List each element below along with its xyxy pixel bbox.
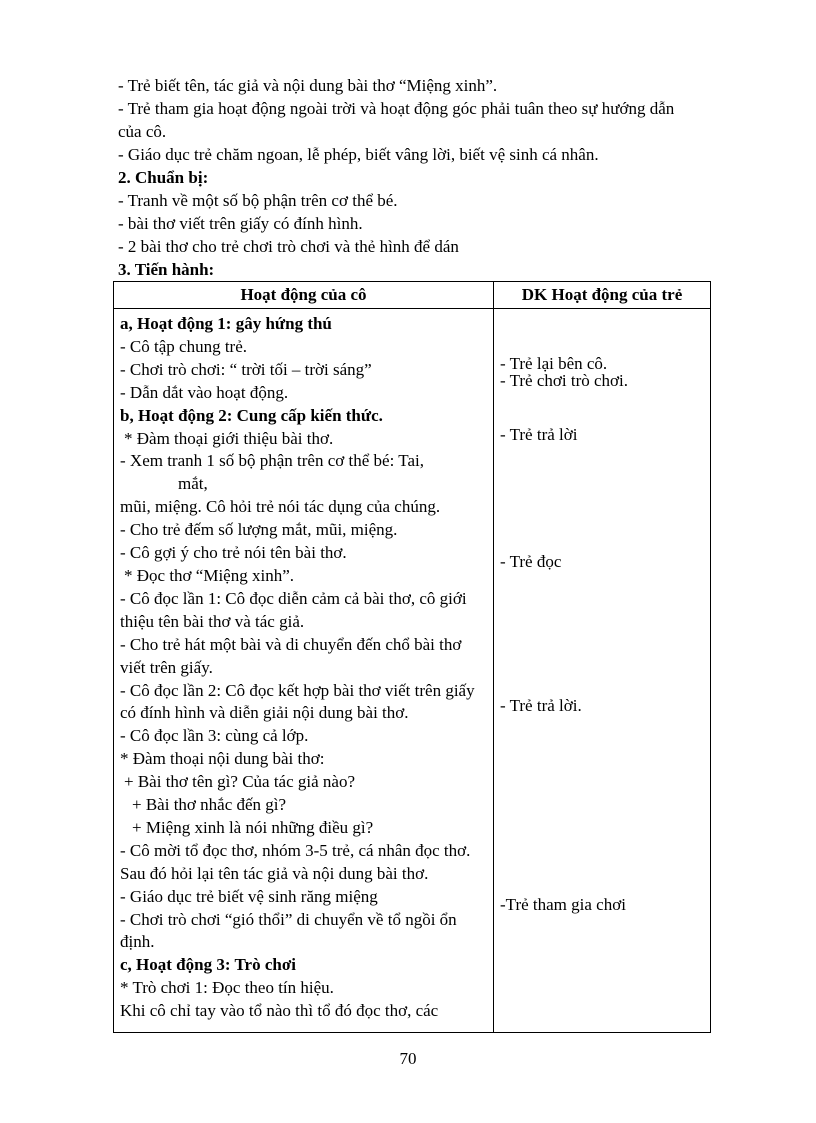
- list-item: * Đàm thoại nội dung bài thơ:: [120, 749, 325, 769]
- child-response: - Trẻ trả lời.: [500, 696, 582, 715]
- child-response: - Trẻ lại bên cô.: [500, 354, 608, 373]
- child-response: - Trẻ đọc: [500, 552, 562, 571]
- objective-line: - Trẻ biết tên, tác giả và nội dung bài thơ “Miệng xinh”.: [118, 76, 498, 95]
- child-response: - Trẻ trả lời: [500, 425, 578, 444]
- child-response: -Trẻ tham gia chơi: [500, 895, 626, 914]
- list-item: - Cô mời tổ đọc thơ, nhóm 3-5 trẻ, cá nhân đọc thơ. Sau đó hỏi lại tên tác giả và nội dung bài thơ.: [120, 840, 471, 883]
- list-item: - Dẫn dắt vào hoạt động.: [120, 382, 289, 402]
- list-item: + Miệng xinh là nói những điều gì?: [132, 817, 374, 837]
- activity-2-heading: b, Hoạt động 2: Cung cấp kiến thức.: [120, 405, 383, 425]
- page-number: 70: [399, 1049, 417, 1068]
- list-item: + Bài thơ tên gì? Của tác giả nào?: [124, 772, 356, 792]
- objective-line: - Trẻ tham gia hoạt động ngoài trời và hoạt động góc phải tuân theo sự hướng dẫn của cô.: [118, 99, 675, 141]
- child-response: - Trẻ chơi trò chơi.: [500, 371, 628, 390]
- list-item: - Chơi trò chơi “gió thổi” di chuyển về tổ ngồi ổn định.: [120, 909, 457, 952]
- list-item: * Trò chơi 1: Đọc theo tín hiệu.: [120, 978, 334, 998]
- child-activity-cell: [494, 309, 711, 1033]
- activity-3-heading: c, Hoạt động 3: Trò chơi: [120, 955, 296, 975]
- table-header-row: [114, 282, 711, 309]
- header-teacher-activity: Hoạt động của cô: [114, 282, 494, 309]
- list-item: - Cô đọc lần 1: Cô đọc diễn cảm cả bài thơ, cô giới thiệu tên bài thơ và tác giả.: [120, 588, 467, 631]
- list-item: - Cho trẻ đếm số lượng mắt, mũi, miệng.: [120, 520, 398, 540]
- list-item: mũi, miệng. Cô hỏi trẻ nói tác dụng của chúng.: [120, 497, 441, 517]
- prep-line: - Tranh về một số bộ phận trên cơ thể bé.: [118, 191, 398, 210]
- activity-1-heading: a, Hoạt động 1: gây hứng thú: [120, 314, 332, 333]
- list-item: - Cô tập chung trẻ.: [120, 336, 247, 356]
- list-item: - Chơi trò chơi: “ trời tối – trời sáng”: [120, 359, 372, 379]
- list-item: * Đọc thơ “Miệng xinh”.: [124, 565, 294, 585]
- list-item: + Bài thơ nhắc đến gì?: [132, 795, 287, 815]
- list-item: Khi cô chỉ tay vào tổ nào thì tổ đó đọc thơ, các: [120, 1001, 439, 1021]
- list-item: - Xem tranh 1 số bộ phận trên cơ thể bé: Tai,: [120, 451, 424, 471]
- list-item: - Giáo dục trẻ biết vệ sinh răng miệng: [120, 886, 378, 906]
- teacher-activity-cell: [114, 309, 494, 1033]
- activity-table: [113, 281, 711, 1033]
- header-child-activity: DK Hoạt động của trẻ: [494, 282, 711, 309]
- section-3-title: 3. Tiến hành:: [118, 260, 215, 279]
- list-item: mắt,: [178, 474, 208, 494]
- section-2-title: 2. Chuẩn bị:: [118, 168, 209, 187]
- prep-line: - bài thơ viết trên giấy có đính hình.: [118, 214, 363, 233]
- table-row: [114, 309, 711, 1033]
- list-item: - Cô đọc lần 2: Cô đọc kết hợp bài thơ viết trên giấy có đính hình và diễn giải nội dung bài thơ.: [120, 680, 475, 723]
- list-item: * Đàm thoại giới thiệu bài thơ.: [124, 428, 334, 448]
- prep-line: - 2 bài thơ cho trẻ chơi trò chơi và thẻ hình để dán: [118, 237, 459, 256]
- objective-line: - Giáo dục trẻ chăm ngoan, lễ phép, biết vâng lời, biết vệ sinh cá nhân.: [118, 145, 599, 164]
- list-item: - Cô gợi ý cho trẻ nói tên bài thơ.: [120, 543, 347, 563]
- intro-section: [118, 74, 678, 258]
- list-item: - Cô đọc lần 3: cùng cả lớp.: [120, 726, 309, 746]
- list-item: - Cho trẻ hát một bài và di chuyển đến chổ bài thơ viết trên giấy.: [120, 634, 462, 677]
